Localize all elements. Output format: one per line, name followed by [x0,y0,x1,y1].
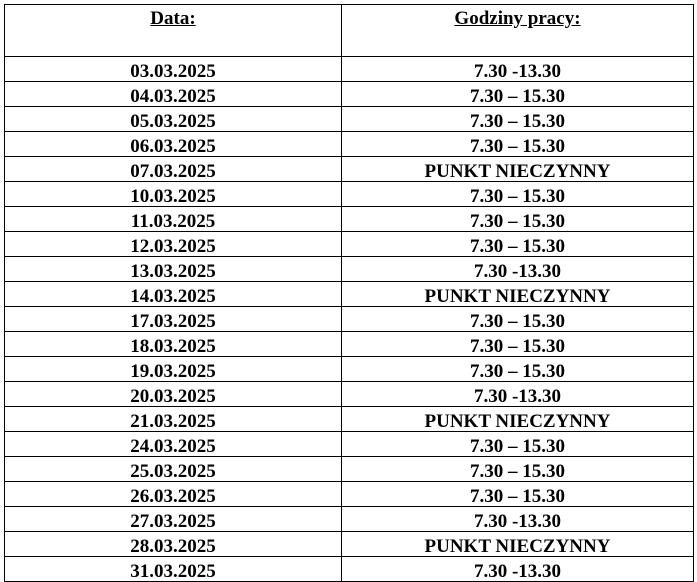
hours-cell: 7.30 -13.30 [342,257,694,282]
schedule-table [4,4,694,582]
table-row [5,157,694,182]
table-row [5,532,694,557]
date-cell: 31.03.2025 [5,557,342,582]
table-row [5,457,694,482]
date-cell: 24.03.2025 [5,432,342,457]
hours-cell: PUNKT NIECZYNNY [342,157,694,182]
date-cell: 21.03.2025 [5,407,342,432]
date-cell: 03.03.2025 [5,57,342,82]
table-row [5,282,694,307]
table-row [5,432,694,457]
table-row [5,507,694,532]
hours-cell: 7.30 – 15.30 [342,432,694,457]
hours-cell: PUNKT NIECZYNNY [342,282,694,307]
table-row [5,232,694,257]
table-row [5,357,694,382]
hours-cell: 7.30 – 15.30 [342,307,694,332]
table-row [5,307,694,332]
date-cell: 06.03.2025 [5,132,342,157]
date-cell: 27.03.2025 [5,507,342,532]
table-row [5,407,694,432]
hours-cell: 7.30 – 15.30 [342,457,694,482]
date-cell: 25.03.2025 [5,457,342,482]
date-cell: 10.03.2025 [5,182,342,207]
date-cell: 19.03.2025 [5,357,342,382]
date-cell: 12.03.2025 [5,232,342,257]
hours-cell: 7.30 -13.30 [342,557,694,582]
date-cell: 04.03.2025 [5,82,342,107]
hours-cell: 7.30 – 15.30 [342,107,694,132]
date-cell: 18.03.2025 [5,332,342,357]
hours-cell: 7.30 -13.30 [342,57,694,82]
table-row [5,382,694,407]
table-row [5,332,694,357]
date-cell: 05.03.2025 [5,107,342,132]
date-cell: 28.03.2025 [5,532,342,557]
table-row [5,207,694,232]
hours-cell: 7.30 – 15.30 [342,132,694,157]
hours-cell: 7.30 – 15.30 [342,482,694,507]
table-row [5,182,694,207]
hours-cell: 7.30 – 15.30 [342,82,694,107]
hours-cell: 7.30 – 15.30 [342,332,694,357]
date-column-header: Data: [5,5,342,57]
date-cell: 26.03.2025 [5,482,342,507]
date-cell: 20.03.2025 [5,382,342,407]
hours-cell: 7.30 – 15.30 [342,232,694,257]
date-cell: 13.03.2025 [5,257,342,282]
table-row [5,107,694,132]
hours-cell: 7.30 – 15.30 [342,182,694,207]
hours-cell: 7.30 -13.30 [342,507,694,532]
hours-cell: 7.30 – 15.30 [342,357,694,382]
header-row [5,5,694,57]
hours-column-header: Godziny pracy: [342,5,694,57]
hours-cell: PUNKT NIECZYNNY [342,532,694,557]
table-row [5,482,694,507]
hours-cell: PUNKT NIECZYNNY [342,407,694,432]
hours-cell: 7.30 – 15.30 [342,207,694,232]
table-row [5,257,694,282]
hours-cell: 7.30 -13.30 [342,382,694,407]
date-cell: 14.03.2025 [5,282,342,307]
date-cell: 17.03.2025 [5,307,342,332]
table-row [5,82,694,107]
table-row [5,557,694,582]
date-cell: 07.03.2025 [5,157,342,182]
table-row [5,132,694,157]
date-cell: 11.03.2025 [5,207,342,232]
table-row [5,57,694,82]
